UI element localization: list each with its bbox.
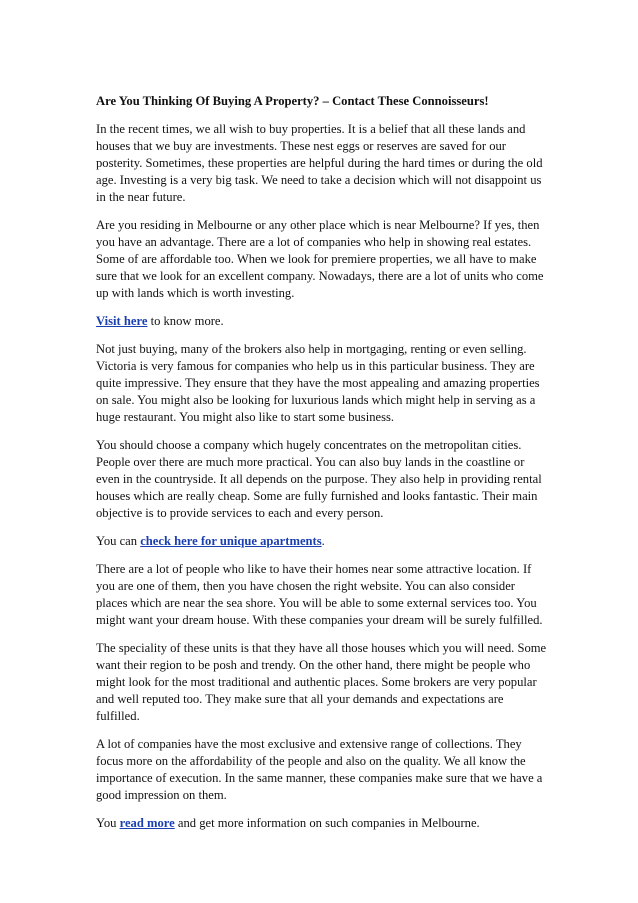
paragraph-metropolitan: You should choose a company which hugely concentrates on the metropolitan cities. People over there are much more practical. You can also buy lands in the coastline or even in the countryside. It all depends on the purpose. They also help in providing rental houses which are really cheap. Some are fully furnished and looks fantastic. Their main objective is to provide services to each and every person.: [96, 437, 542, 521]
paragraph-check-here: [96, 533, 548, 550]
read-more-prefix: You: [96, 816, 120, 831]
paragraph-intro: In the recent times, we all wish to buy properties. It is a belief that all these lands and houses that we buy are investments. These nest eggs or reserves are saved for our posterity. Sometimes, these properties are helpful during the hard times or during the old age. Investing is a very big task. We need to take a decision which will not disappoint us in the near future.: [96, 121, 543, 204]
read-more-link[interactable]: read more: [119, 816, 175, 831]
visit-here-link[interactable]: Visit here: [96, 313, 148, 328]
paragraph-speciality: The speciality of these units is that they have all those houses which you will need. Some want their region to be posh and trendy. On the other hand, there might be people who might look for the most traditional and authentic places. Some brokers are very popular and well reputed too. They make sure that all your demands and expectations are fulfilled.: [96, 640, 547, 724]
paragraph-brokers: Not just buying, many of the brokers also help in mortgaging, renting or even selling. Victoria is very famous for companies who help us in this particular business. They are quite impressive. They ensure that they have the most appealing and amazing properties on sale. You might also be looking for luxurious lands which might help in serving as a huge restaurant. You might also like to start some business.: [96, 341, 540, 425]
paragraph-visit: [96, 313, 548, 330]
document-title: Are You Thinking Of Buying A Property? – Contact These Connoisseurs!: [96, 94, 489, 108]
visit-here-suffix: to know more.: [147, 313, 224, 328]
document-page: [96, 93, 548, 843]
paragraph-read-more: [96, 815, 548, 832]
paragraph-melbourne: Are you residing in Melbourne or any other place which is near Melbourne? If yes, then you have an advantage. There are a lot of companies who help in showing real estates. Some of are affordable too. When we look for premiere properties, we all have to make sure that we look for an excellent company. Nowadays, there are a lot of units who come up with lands which is worth investing.: [96, 217, 544, 301]
paragraph-location: There are a lot of people who like to have their homes near some attractive location. If you are one of them, then you have chosen the right website. You can also consider places which are near the sea shore. You will be able to some external services too. You might want your dream house. With these companies your dream will be surely fulfilled.: [96, 561, 543, 628]
check-here-prefix: You can: [96, 534, 141, 548]
check-here-suffix: .: [321, 534, 325, 548]
paragraph-collections: A lot of companies have the most exclusive and extensive range of collections. They focus more on the affordability of the people and also on the quality. We all know the importance of execution. In the same manner, these companies make sure that we have a good impression on them.: [96, 737, 543, 803]
unique-apartments-link[interactable]: check here for unique apartments: [140, 534, 322, 548]
read-more-suffix: and get more information on such companies in Melbourne.: [174, 816, 480, 831]
